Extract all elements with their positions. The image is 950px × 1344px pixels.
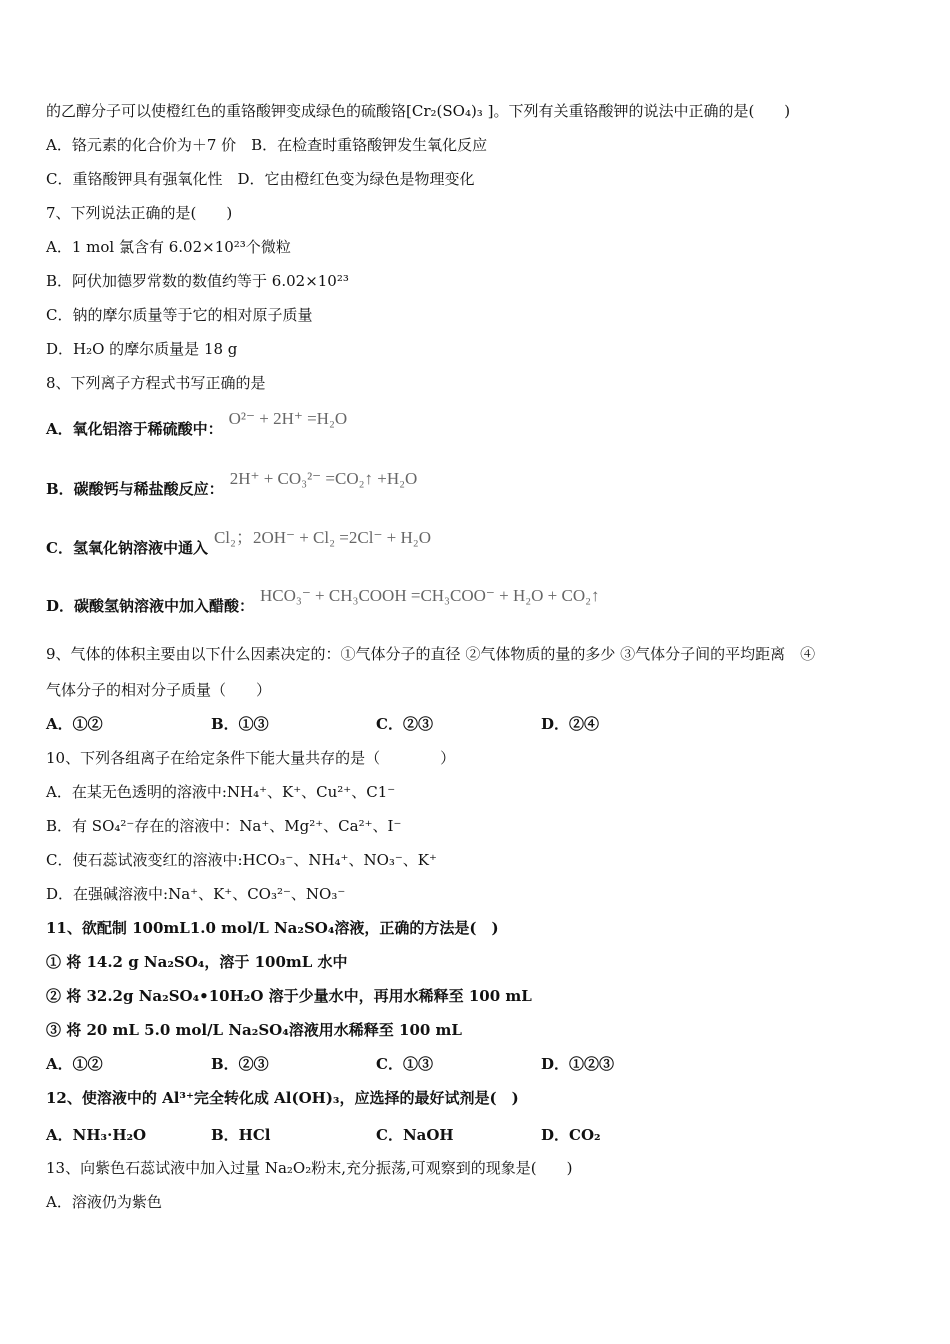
- q12-option-c: C．NaOH: [376, 1126, 454, 1144]
- q7-option-a: A．1 mol 氯含有 6.02×10²³个微粒: [46, 238, 291, 256]
- equation: 2H⁺ + CO₃²⁻ =CO₂↑ +H₂O: [229, 469, 418, 488]
- q7-stem: 7、下列说法正确的是( ): [46, 204, 233, 222]
- q11-option-a: A．①②: [46, 1055, 103, 1073]
- q12-option-a: A．NH₃·H₂O: [46, 1126, 147, 1144]
- equation: HCO₃⁻ + CH₃COOH =CH₃COO⁻ + H₂O + CO₂↑: [260, 586, 600, 605]
- q9-option-d: D．②④: [541, 715, 600, 733]
- equation: Cl₂；2OH⁻ + Cl₂ =2Cl⁻ + H₂O: [213, 528, 431, 547]
- q9-option-b: B．①③: [211, 715, 269, 733]
- q10-option-c: C．使石蕊试液变红的溶液中:HCO₃⁻、NH₄⁺、NO₃⁻、K⁺: [46, 851, 437, 869]
- q10-option-d: D．在强碱溶液中:Na⁺、K⁺、CO₃²⁻、NO₃⁻: [46, 885, 346, 903]
- q8-option-c: [46, 528, 431, 558]
- option-label: C．氢氧化钠溶液中通入: [46, 539, 208, 557]
- q12-options: [46, 1125, 706, 1145]
- q12-stem: 12、使溶液中的 Al³⁺完全转化成 Al(OH)₃，应选择的最好试剂是( ): [46, 1089, 519, 1107]
- q8-stem: 8、下列离子方程式书写正确的是: [46, 374, 266, 392]
- q11-method-1: ① 将 14.2 g Na₂SO₄，溶于 100mL 水中: [46, 953, 348, 971]
- q11-stem: 11、欲配制 100mL1.0 mol/L Na₂SO₄溶液，正确的方法是( ): [46, 919, 499, 937]
- option-label: A．氧化铝溶于稀硫酸中：: [46, 420, 223, 438]
- q11-method-2: ② 将 32.2g Na₂SO₄•10H₂O 溶于少量水中，再用水稀释至 100 mL: [46, 987, 532, 1005]
- q8-option-b: [46, 469, 418, 499]
- q12-option-d: D．CO₂: [541, 1126, 601, 1144]
- q9-options: [46, 714, 706, 734]
- q12-option-b: B．HCl: [211, 1126, 271, 1144]
- q7-option-b: B．阿伏加德罗常数的数值约等于 6.02×10²³: [46, 272, 349, 290]
- q9-option-c: C．②③: [376, 715, 433, 733]
- q7-option-d: D．H₂O 的摩尔质量是 18 g: [46, 340, 238, 358]
- q8-option-a: [46, 409, 348, 439]
- q9-option-a: A．①②: [46, 715, 103, 733]
- q9-stem-line2: 气体分子的相对分子质量（ ）: [46, 681, 272, 699]
- q11-option-b: B．②③: [211, 1055, 269, 1073]
- option-label: B．碳酸钙与稀盐酸反应：: [46, 480, 224, 498]
- q10-option-a: A．在某无色透明的溶液中:NH₄⁺、K⁺、Cu²⁺、C1⁻: [46, 783, 396, 801]
- q6-options-ab: A．铬元素的化合价为＋7 价 B．在检查时重铬酸钾发生氧化反应: [46, 136, 488, 154]
- q8-option-d: [46, 586, 600, 616]
- q11-option-d: D．①②③: [541, 1055, 615, 1073]
- equation: O²⁻ + 2H⁺ =H₂O: [228, 409, 348, 428]
- q9-stem-line1: 9、气体的体积主要由以下什么因素决定的：①气体分子的直径 ②气体物质的量的多少 ③气体分子间的平均距离 ④: [46, 645, 816, 663]
- q6-options-cd: C．重铬酸钾具有强氧化性 D．它由橙红色变为绿色是物理变化: [46, 170, 475, 188]
- q10-stem: 10、下列各组离子在给定条件下能大量共存的是（ ）: [46, 749, 456, 767]
- option-label: D．碳酸氢钠溶液中加入醋酸：: [46, 597, 255, 615]
- q7-option-c: C．钠的摩尔质量等于它的相对原子质量: [46, 306, 313, 324]
- q11-option-c: C．①③: [376, 1055, 433, 1073]
- q10-option-b: B．有 SO₄²⁻存在的溶液中：Na⁺、Mg²⁺、Ca²⁺、I⁻: [46, 817, 402, 835]
- q13-stem: 13、向紫色石蕊试液中加入过量 Na₂O₂粉末,充分振荡,可观察到的现象是( ): [46, 1159, 573, 1177]
- q11-method-3: ③ 将 20 mL 5.0 mol/L Na₂SO₄溶液用水稀释至 100 mL: [46, 1021, 462, 1039]
- q11-options: [46, 1054, 706, 1074]
- q13-option-a: A．溶液仍为紫色: [46, 1193, 162, 1211]
- q6-stem: 的乙醇分子可以使橙红色的重铬酸钾变成绿色的硫酸铬[Cr₂(SO₄)₃ ]。下列有关重铬酸钾的说法中正确的是( ): [46, 102, 791, 120]
